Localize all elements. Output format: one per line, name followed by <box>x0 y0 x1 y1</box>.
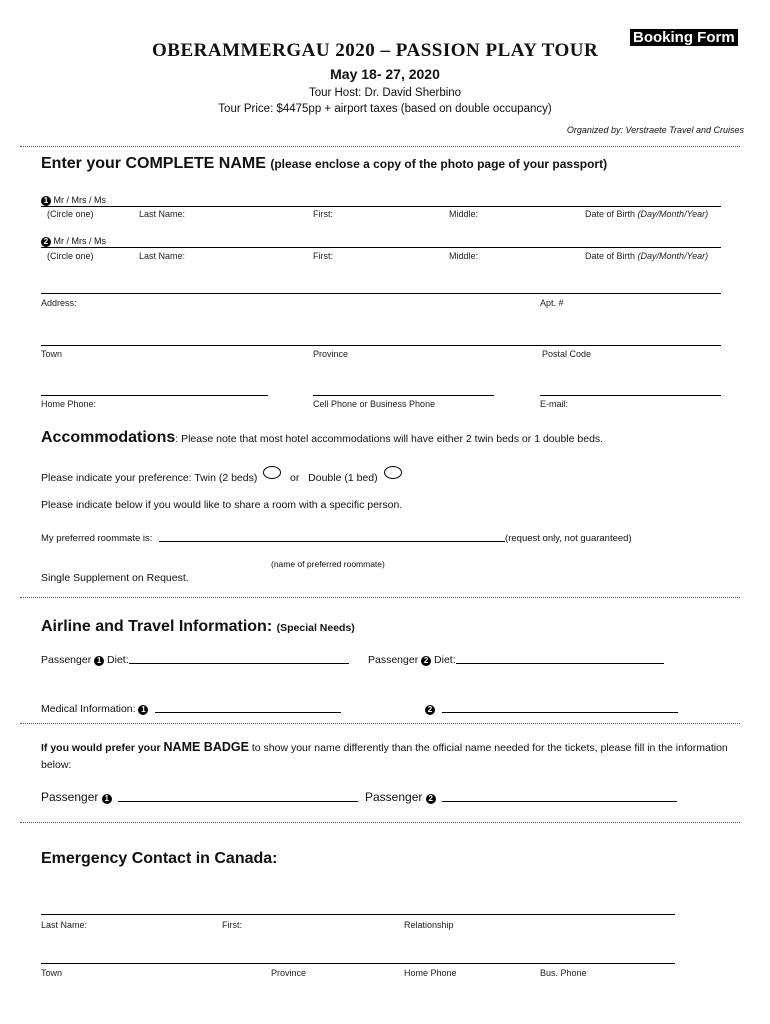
airline-heading <box>41 618 355 636</box>
first-name-label: First: <box>313 251 333 261</box>
or-label: or <box>290 472 300 484</box>
tour-host: Tour Host: Dr. David Sherbino <box>308 87 462 99</box>
emergency-bus-phone-label: Bus. Phone <box>540 968 587 978</box>
emergency-heading: Emergency Contact in Canada: <box>41 850 278 867</box>
organized-by: Organized by: Verstraete Travel and Cruises <box>566 125 744 135</box>
address-line[interactable] <box>41 293 721 294</box>
name-heading-text: Enter your COMPLETE NAME <box>41 155 266 172</box>
emergency-address-line[interactable] <box>41 963 675 964</box>
divider <box>20 146 740 147</box>
badge-passenger-1 <box>41 790 358 804</box>
number-two-icon: 2 <box>41 237 51 247</box>
person-2-salutation[interactable] <box>41 236 106 247</box>
passenger-label: Passenger <box>365 790 423 804</box>
request-note: (request only, not guaranteed) <box>505 533 632 544</box>
cell-phone-line[interactable] <box>313 395 494 396</box>
roommate-field[interactable] <box>159 530 505 542</box>
medical-info-1 <box>41 701 341 715</box>
circle-one-label: (Circle one) <box>47 209 94 219</box>
accommodations-title: Accommodations <box>41 429 176 446</box>
diet-label: Diet: <box>434 654 456 666</box>
passport-note: (please enclose a copy of the photo page of your passport) <box>270 157 608 171</box>
dob-label: Date of Birth (Day/Month/Year) <box>585 251 709 261</box>
salutation-label: Mr / Mrs / Ms <box>53 195 107 205</box>
badge-prefix: If you would prefer your <box>41 742 161 754</box>
person-1-name-line[interactable] <box>41 206 721 207</box>
number-one-icon: 1 <box>102 794 112 804</box>
passenger-label: Passenger <box>368 654 419 666</box>
passenger-1-diet-field[interactable] <box>129 652 349 664</box>
first-name-label: First: <box>313 209 333 219</box>
badge-passenger-2 <box>365 790 677 804</box>
number-two-icon: 2 <box>426 794 436 804</box>
last-name-label: Last Name: <box>139 251 186 261</box>
accommodations-note: : Please note that most hotel accommodations will have either 2 twin beds or 1 double beds. <box>175 433 604 445</box>
roommate-row <box>41 530 632 544</box>
accommodations-heading <box>41 429 603 447</box>
passenger-2-diet <box>368 652 664 666</box>
double-option-circle[interactable] <box>384 466 402 479</box>
tour-dates: May 18- 27, 2020 <box>330 66 440 82</box>
province-label: Province <box>313 349 349 359</box>
booking-form-badge: Booking Form <box>630 29 738 46</box>
double-label: Double (1 bed) <box>308 472 378 484</box>
roommate-label: My preferred roommate is: <box>41 533 153 544</box>
number-one-icon: 1 <box>41 196 51 206</box>
single-supplement: Single Supplement on Request. <box>41 572 189 584</box>
badge-suffix: to show your name differently than the official name needed for the tickets, please fill in the information below: <box>41 742 728 771</box>
apt-label: Apt. # <box>540 298 564 308</box>
divider <box>20 597 740 598</box>
airline-title: Airline and Travel Information: <box>41 618 273 635</box>
emergency-name-line[interactable] <box>41 914 675 915</box>
home-phone-line[interactable] <box>41 395 268 396</box>
dob-label: Date of Birth (Day/Month/Year) <box>585 209 709 219</box>
passenger-label: Passenger <box>41 654 92 666</box>
divider <box>20 822 740 823</box>
twin-option-circle[interactable] <box>263 466 281 479</box>
share-room-text: Please indicate below if you would like to share a room with a specific person. <box>41 499 403 511</box>
tour-price: Tour Price: $4475pp + airport taxes (based on double occupancy) <box>218 103 552 115</box>
bed-preference <box>41 466 402 484</box>
badge-passenger-2-field[interactable] <box>442 790 677 802</box>
emergency-province-label: Province <box>271 968 307 978</box>
diet-label: Diet: <box>107 654 129 666</box>
name-section-heading <box>41 155 607 173</box>
person-1-salutation[interactable] <box>41 195 106 206</box>
medical-info-2 <box>425 701 678 715</box>
emergency-town-label: Town <box>41 968 63 978</box>
person-2-name-line[interactable] <box>41 247 721 248</box>
number-two-icon: 2 <box>421 656 431 666</box>
email-line[interactable] <box>540 395 721 396</box>
circle-one-label: (Circle one) <box>47 251 94 261</box>
relationship-label: Relationship <box>404 920 454 930</box>
badge-passenger-1-field[interactable] <box>118 790 358 802</box>
name-badge-instructions <box>41 739 731 774</box>
email-label: E-mail: <box>540 399 569 409</box>
number-one-icon: 1 <box>94 656 104 666</box>
middle-name-label: Middle: <box>449 209 479 219</box>
passenger-2-diet-field[interactable] <box>456 652 664 664</box>
last-name-label: Last Name: <box>139 209 186 219</box>
number-two-icon: 2 <box>425 705 435 715</box>
postal-code-label: Postal Code <box>542 349 592 359</box>
special-needs-label: (Special Needs) <box>276 622 355 634</box>
medical-label: Medical Information: <box>41 703 136 715</box>
medical-2-field[interactable] <box>442 701 678 713</box>
passenger-label: Passenger <box>41 790 99 804</box>
passenger-1-diet <box>41 652 349 666</box>
middle-name-label: Middle: <box>449 251 479 261</box>
medical-1-field[interactable] <box>155 701 341 713</box>
page-title: OBERAMMERGAU 2020 – PASSION PLAY TOUR <box>152 40 599 61</box>
name-badge-label: NAME BADGE <box>163 740 249 754</box>
salutation-label: Mr / Mrs / Ms <box>53 236 107 246</box>
emergency-last-name-label: Last Name: <box>41 920 88 930</box>
emergency-first-label: First: <box>222 920 242 930</box>
roommate-caption: (name of preferred roommate) <box>271 559 385 569</box>
address-label: Address: <box>41 298 77 308</box>
home-phone-label: Home Phone: <box>41 399 97 409</box>
preference-label: Please indicate your preference: Twin (2 beds) <box>41 472 258 484</box>
number-one-icon: 1 <box>138 705 148 715</box>
town-line[interactable] <box>41 345 721 346</box>
divider <box>20 723 740 724</box>
emergency-home-phone-label: Home Phone <box>404 968 457 978</box>
town-label: Town <box>41 349 63 359</box>
cell-phone-label: Cell Phone or Business Phone <box>313 399 436 409</box>
